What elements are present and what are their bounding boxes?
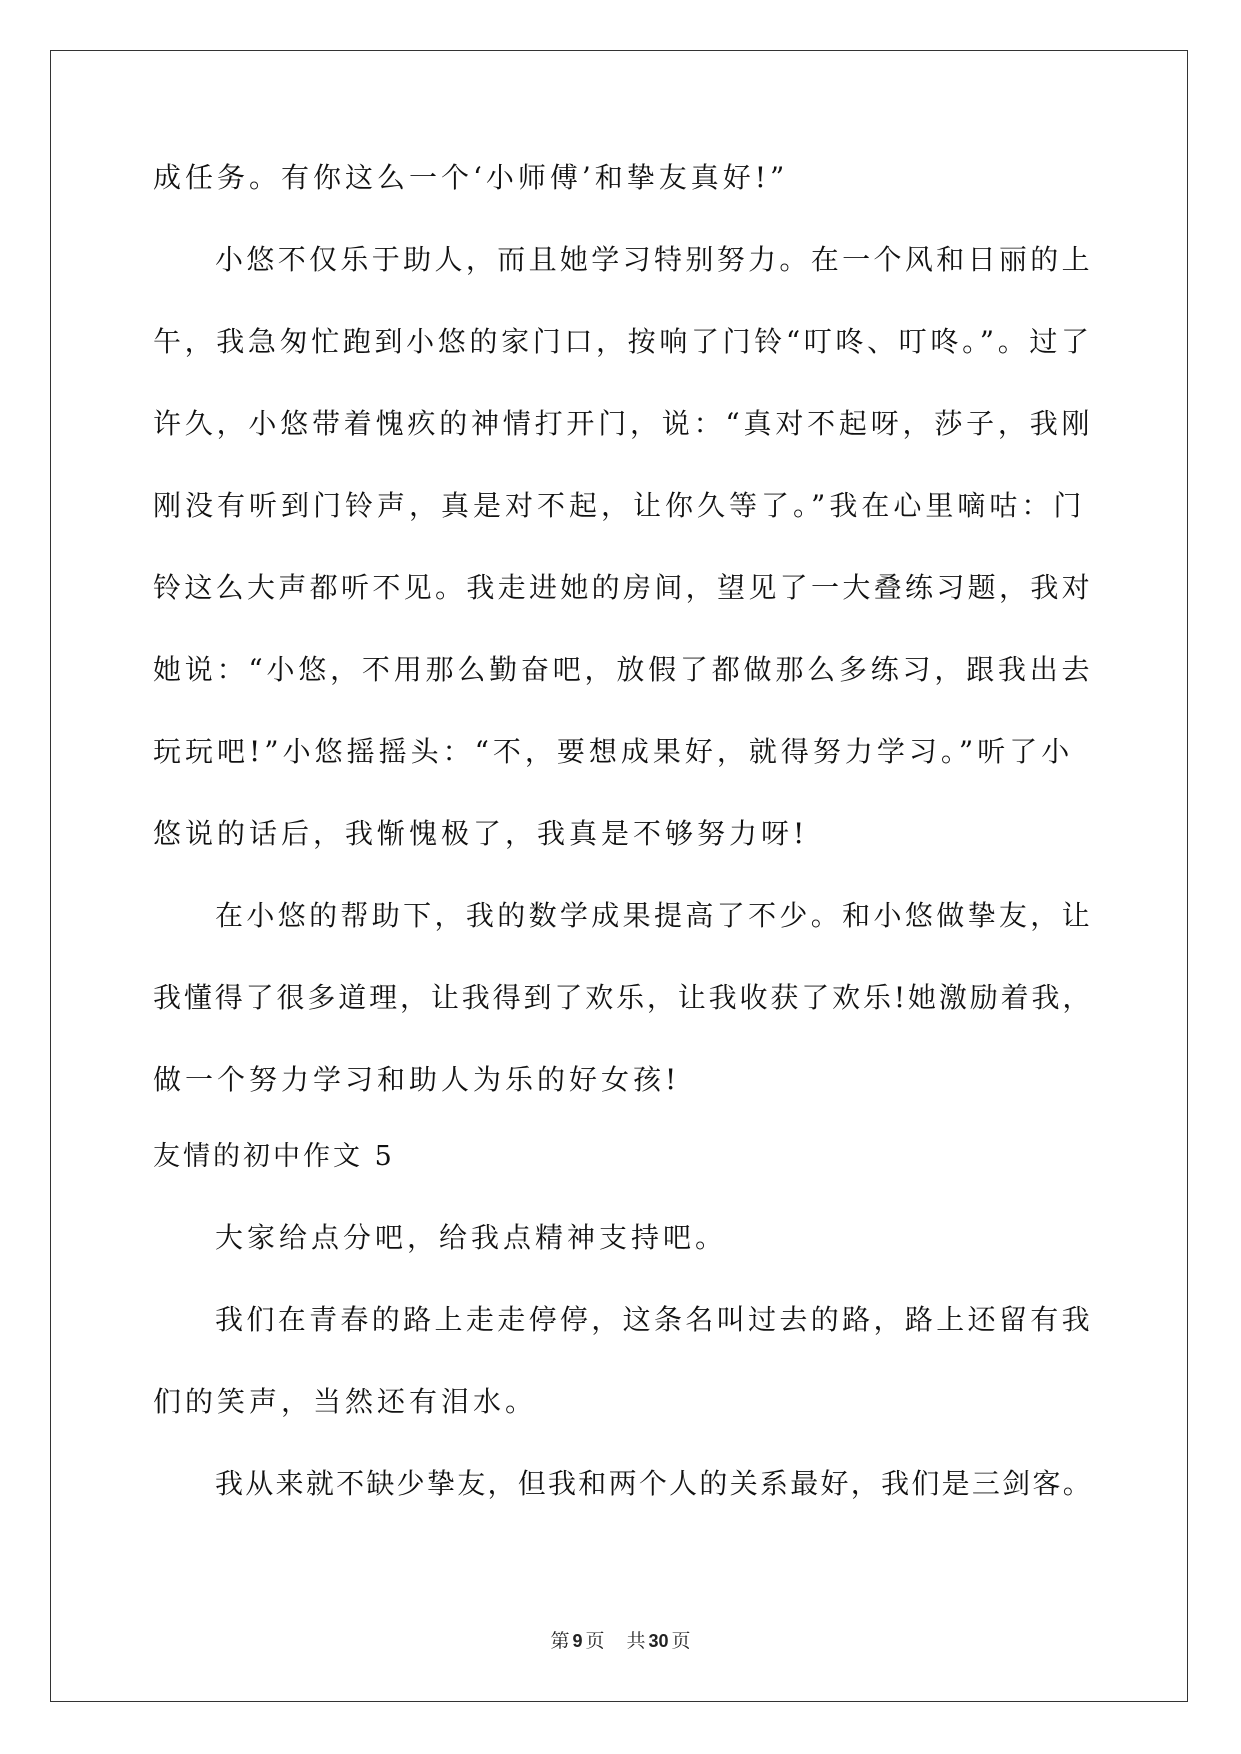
text-line: 我从来就不缺少挚友，但我和两个人的关系最好，我们是三剑客。 xyxy=(215,1467,1094,1500)
text-line: 许久，小悠带着愧疚的神情打开门，说：“真对不起呀，莎子，我刚 xyxy=(153,407,1094,440)
text-line: 们的笑声，当然还有泪水。 xyxy=(153,1385,538,1418)
text-line: 我懂得了很多道理，让我得到了欢乐，让我收获了欢乐!她激励着我， xyxy=(153,981,1094,1014)
footer-total-pages: 30 xyxy=(648,1631,669,1651)
text-line: 悠说的话后，我惭愧极了，我真是不够努力呀! xyxy=(153,817,809,850)
footer-total-suffix: 页 xyxy=(671,1630,691,1652)
text-line: 铃这么大声都听不见。我走进她的房间，望见了一大叠练习题，我对 xyxy=(153,571,1094,604)
page-footer xyxy=(0,1629,1241,1653)
section-heading: 友情的初中作文 5 xyxy=(153,1141,395,1172)
text-line: 刚没有听到门铃声，真是对不起，让你久等了。”我在心里嘀咕：门 xyxy=(153,489,1086,522)
page-border xyxy=(50,50,1188,1702)
text-line: 大家给点分吧，给我点精神支持吧。 xyxy=(215,1221,728,1254)
text-line: 我们在青春的路上走走停停，这条名叫过去的路，路上还留有我 xyxy=(215,1303,1094,1336)
text-line: 在小悠的帮助下，我的数学成果提高了不少。和小悠做挚友，让 xyxy=(215,899,1094,932)
text-line: 成任务。有你这么一个‘小师傅’和挚友真好!” xyxy=(153,161,789,194)
text-line: 玩玩吧!”小悠摇摇头：“不，要想成果好，就得努力学习。”听了小 xyxy=(153,735,1074,768)
footer-page-prefix: 第 xyxy=(550,1630,570,1652)
footer-page-suffix: 页 xyxy=(585,1630,605,1652)
text-line: 她说：“小悠，不用那么勤奋吧，放假了都做那么多练习，跟我出去 xyxy=(153,653,1094,686)
text-line: 做一个努力学习和助人为乐的好女孩! xyxy=(153,1063,681,1096)
text-line: 午，我急匆忙跑到小悠的家门口，按响了门铃“叮咚、叮咚。”。过了 xyxy=(153,325,1093,358)
footer-total-prefix: 共 xyxy=(626,1630,646,1652)
text-line: 小悠不仅乐于助人，而且她学习特别努力。在一个风和日丽的上 xyxy=(215,243,1094,276)
footer-page-number: 9 xyxy=(572,1631,583,1651)
